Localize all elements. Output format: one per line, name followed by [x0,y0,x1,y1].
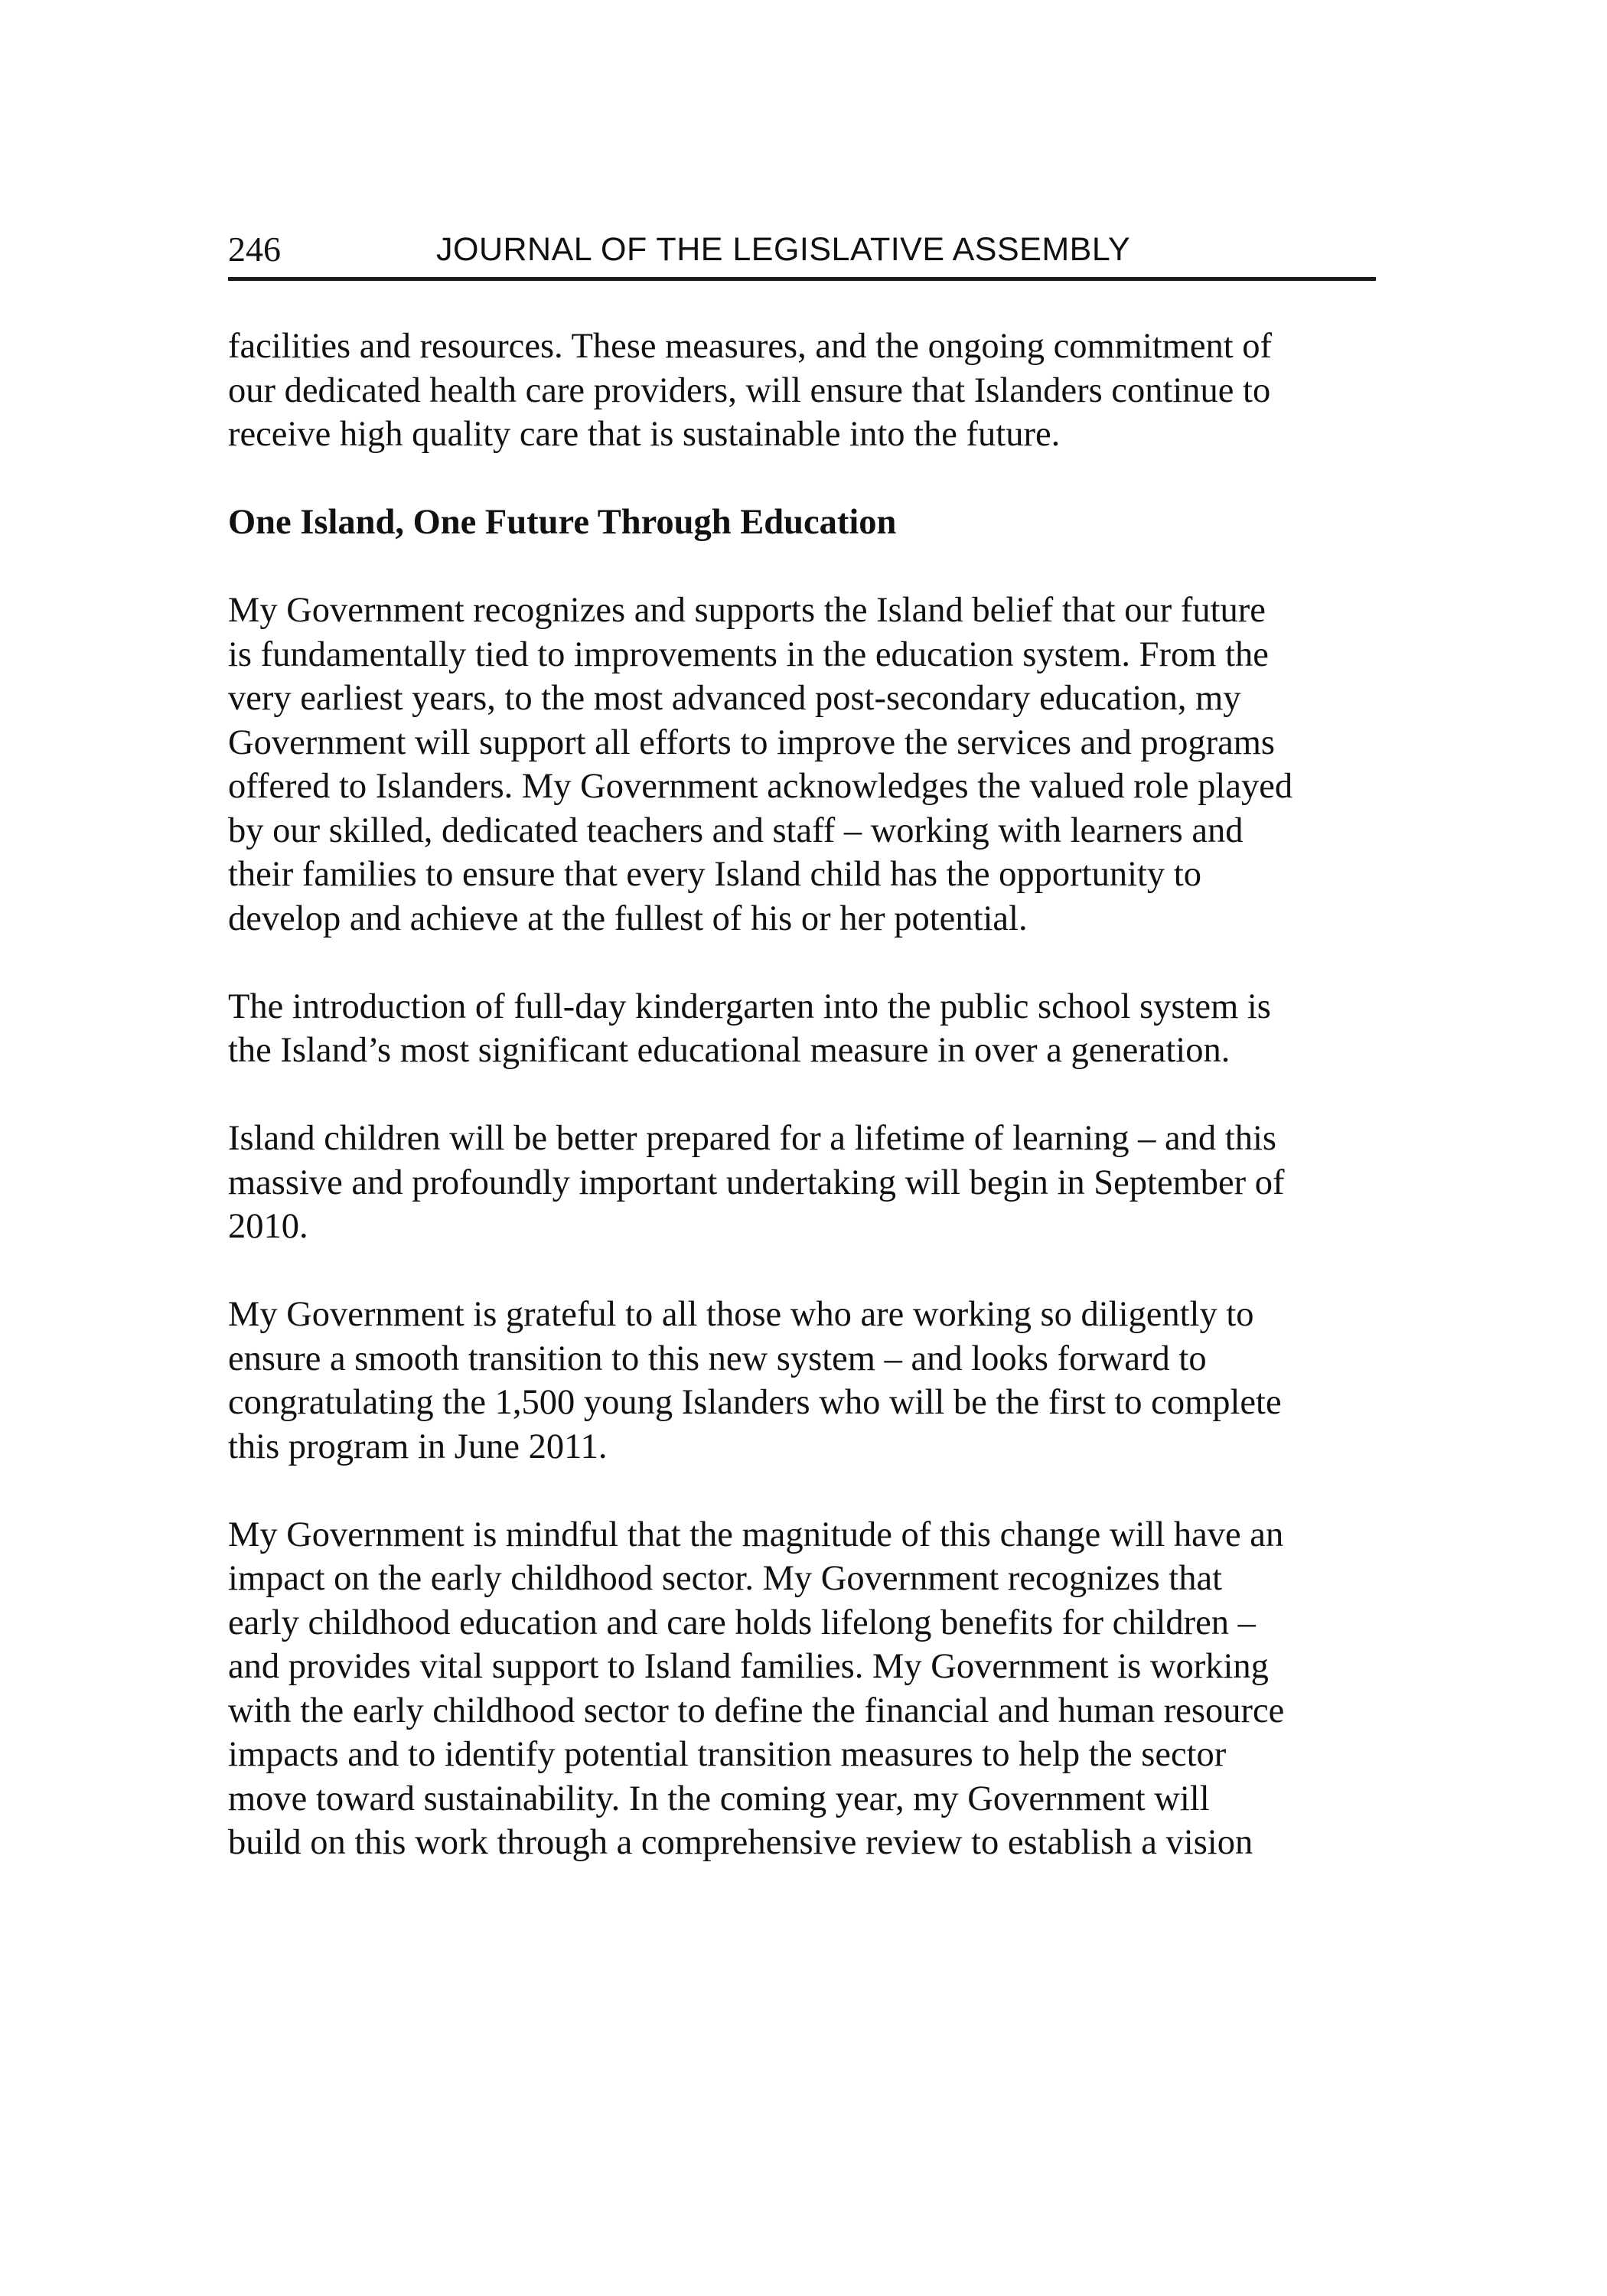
body-paragraph-4: Island children will be better prepared for a lifetime of learning – and this massive and profoundly important undertaking will begin in September of 2010. [228,1119,1285,1246]
body-paragraph-5: My Government is grateful to all those who are working so diligently to ensure a smooth transition to this new system – and looks forward to congratulating the 1,500 young Islanders who will be the first to complete this program in June 2011. [228,1295,1282,1466]
page-header [228,223,1376,281]
page-number: 246 [228,230,281,269]
body-paragraph-3: The introduction of full-day kindergarten into the public school system is the Island’s most significant educational measure in over a generation. [228,987,1271,1070]
body-paragraph-2: My Government recognizes and supports the Island belief that our future is fundamentally tied to improvements in the education system. From the very earliest years, to the most advanced post-secondary education, my Government will support all efforts to improve the services and programs offered to Islanders. My Government acknowledges the valued role played by our skilled, dedicated teachers and staff – working with learners and their families to ensure that every Island child has the opportunity to develop and achieve at the fullest of his or her potential. [228,591,1293,938]
running-head: JOURNAL OF THE LEGISLATIVE ASSEMBLY [436,231,1131,268]
section-heading: One Island, One Future Through Education [228,503,897,542]
page-body [228,325,1376,1909]
body-paragraph-6: My Government is mindful that the magnitude of this change will have an impact on the early childhood sector. My Government recognizes that early childhood education and care holds lifelong benefits for children – and provides vital support to Island families. My Government is working with the early childhood sector to define the financial and human resource impacts and to identify potential transition measures to help the sector move toward sustainability. In the coming year, my Government will build on this work through a comprehensive review to establish a vision [228,1515,1285,1862]
body-paragraph-1: facilities and resources. These measures, and the ongoing commitment of our dedicated health care providers, will ensure that Islanders continue to receive high quality care that is sustainable into the future. [228,327,1273,454]
